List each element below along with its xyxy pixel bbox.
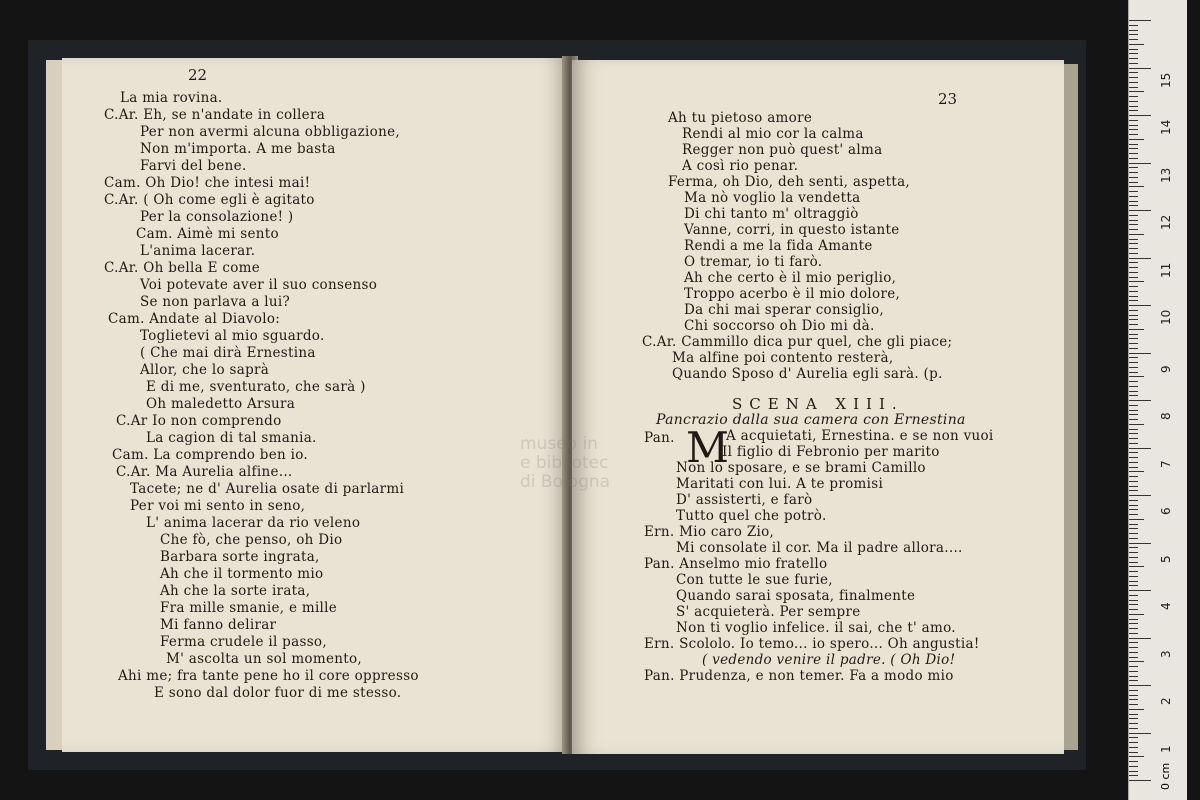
ruler-number: 9 (1159, 364, 1173, 373)
ruler-tick (1129, 495, 1151, 496)
ruler-tick (1129, 633, 1138, 634)
text-line: La mia rovina. (120, 90, 223, 106)
ruler-tick (1129, 761, 1138, 762)
ruler-tick (1129, 172, 1138, 173)
ruler-number: 13 (1159, 167, 1173, 183)
ruler-tick (1129, 547, 1138, 548)
ruler-tick (1129, 661, 1144, 662)
text-line: Ma nò voglio la vendetta (684, 190, 861, 206)
ruler-tick (1129, 429, 1138, 430)
ruler-tick (1129, 286, 1138, 287)
ruler-tick (1129, 623, 1138, 624)
ruler-tick (1129, 709, 1144, 710)
ruler-tick (1129, 44, 1144, 45)
ruler-tick (1129, 53, 1138, 54)
text-line: Ah che la sorte irata, (160, 583, 311, 599)
ruler-tick (1129, 281, 1144, 282)
ruler-tick (1129, 438, 1138, 439)
ruler-tick (1129, 296, 1138, 297)
text-line: A acquietati, Ernestina. e se non vuoi (726, 428, 994, 444)
text-line: Con tutte le sue furie, (676, 572, 833, 588)
ruler-tick (1129, 248, 1138, 249)
ruler-tick (1129, 224, 1138, 225)
ruler-tick (1129, 210, 1151, 211)
ruler-tick (1129, 509, 1138, 510)
ruler-tick (1129, 600, 1138, 601)
text-line: Fra mille smanie, e mille (160, 600, 338, 616)
ruler-tick (1129, 538, 1138, 539)
ruler-tick (1129, 747, 1138, 748)
ruler-tick (1129, 457, 1138, 458)
text-line: Cam. Andate al Diavolo: (108, 311, 281, 327)
ruler-tick (1129, 771, 1138, 772)
ruler-tick (1129, 699, 1138, 700)
ruler-tick (1129, 77, 1138, 78)
ruler-tick (1129, 272, 1138, 273)
text-line: Barbara sorte ingrata, (160, 549, 320, 565)
ruler-tick (1129, 343, 1138, 344)
ruler-tick (1129, 742, 1138, 743)
text-line: Rendi al mio cor la calma (682, 126, 864, 142)
watermark-line: di Bologna (520, 472, 611, 492)
text-line: Ern. Scololo. Io temo... io spero... Oh angustia! (644, 636, 980, 652)
left-page (62, 58, 568, 752)
ruler-tick (1129, 310, 1138, 311)
ruler-tick (1129, 110, 1138, 111)
ruler-tick (1129, 766, 1138, 767)
text-line: L' anima lacerar da rio veleno (146, 515, 361, 531)
text-line: Se non parlava a lui? (140, 294, 291, 310)
ruler-tick (1129, 386, 1138, 387)
ruler-tick (1129, 96, 1138, 97)
ruler-number: 2 (1159, 697, 1173, 705)
scene-heading: SCENA XIII. (732, 395, 904, 413)
ruler-tick (1129, 243, 1138, 244)
text-line: Non ti voglio infelice. il sai, che t' amo. (676, 620, 956, 636)
ruler-tick (1129, 775, 1138, 776)
ruler-tick (1129, 467, 1138, 468)
ruler-tick (1129, 604, 1138, 605)
ruler-number: 15 (1159, 72, 1173, 88)
ruler-tick (1129, 262, 1138, 263)
ruler-tick (1129, 357, 1138, 358)
text-line: Cam. La comprendo ben io. (112, 447, 309, 463)
ruler-tick (1129, 424, 1144, 425)
ruler-tick (1129, 362, 1138, 363)
ruler-tick (1129, 647, 1138, 648)
text-line: Maritati con lui. A te promisi (676, 476, 884, 492)
ruler-tick (1129, 609, 1138, 610)
ruler-tick (1129, 514, 1138, 515)
ruler-tick (1129, 628, 1138, 629)
text-line: ( vedendo venire il padre. ( Oh Dio! (702, 652, 956, 668)
ruler-tick (1129, 723, 1138, 724)
ruler-tick (1129, 400, 1151, 401)
text-line: D' assisterti, e farò (676, 492, 813, 508)
text-line: C.Ar. Ma Aurelia alfine... (116, 464, 293, 480)
ruler-tick (1129, 590, 1151, 591)
ruler-number: 11 (1159, 262, 1173, 278)
text-line: Per voi mi sento in seno, (130, 498, 306, 514)
text-line: Da chi mai sperar consiglio, (684, 302, 885, 318)
ruler-tick (1129, 443, 1138, 444)
ruler-tick (1129, 410, 1138, 411)
ruler-tick (1129, 191, 1138, 192)
ruler-tick (1129, 106, 1138, 107)
watermark (520, 435, 610, 492)
text-line: Farvi del bene. (140, 158, 247, 174)
ruler-tick (1129, 34, 1138, 35)
ruler-number: 3 (1159, 649, 1173, 658)
ruler-tick (1129, 125, 1138, 126)
ruler-tick (1129, 205, 1138, 206)
ruler-tick (1129, 543, 1151, 544)
text-line: Ern. Mio caro Zio, (644, 524, 775, 540)
ruler-tick (1129, 666, 1138, 667)
ruler-number: 7 (1159, 459, 1173, 468)
ruler-tick (1129, 115, 1151, 116)
text-line: Mi fanno delirar (160, 617, 277, 633)
ruler-tick (1129, 201, 1138, 202)
ruler-tick (1129, 49, 1138, 50)
drop-cap: M (686, 423, 730, 472)
ruler-tick (1129, 571, 1138, 572)
ruler-tick (1129, 234, 1144, 235)
ruler-tick (1129, 533, 1138, 534)
text-line: S' acquieterà. Per sempre (676, 604, 861, 620)
text-line: Cam. Aimè mi sento (136, 226, 279, 242)
ruler-tick (1129, 657, 1138, 658)
ruler-tick (1129, 334, 1138, 335)
ruler-tick (1129, 391, 1138, 392)
text-line: E di me, sventurato, che sarà ) (146, 379, 366, 395)
text-line: Toglietevi al mio sguardo. (140, 328, 325, 344)
ruler-tick (1129, 120, 1138, 121)
ruler-tick (1129, 614, 1144, 615)
text-line: La cagion di tal smania. (146, 430, 317, 446)
text-line: Allor, che lo saprà (140, 362, 270, 378)
ruler-tick (1129, 557, 1138, 558)
ruler-tick (1129, 680, 1138, 681)
ruler-tick (1129, 258, 1151, 259)
ruler-number: 5 (1159, 554, 1173, 563)
scene-direction: Pancrazio dalla sua camera con Ernestina (656, 412, 966, 428)
text-line: Cam. Oh Dio! che intesi mai! (104, 175, 311, 191)
text-line: C.Ar. ( Oh come egli è agitato (104, 192, 315, 208)
ruler-tick (1129, 329, 1144, 330)
text-line: Di chi tanto m' oltraggiò (684, 206, 859, 222)
measuring-ruler (1128, 0, 1187, 800)
ruler-tick (1129, 353, 1151, 354)
text-line: C.Ar. Oh bella E come (104, 260, 261, 276)
ruler-tick (1129, 519, 1144, 520)
ruler-tick (1129, 462, 1138, 463)
ruler-tick (1129, 30, 1138, 31)
ruler-tick (1129, 752, 1138, 753)
page-number: 22 (188, 66, 208, 84)
text-line: Mi consolate il cor. Ma il padre allora.... (676, 540, 963, 556)
ruler-number: 6 (1159, 507, 1173, 515)
text-line: M' ascolta un sol momento, (166, 651, 362, 667)
ruler-tick (1129, 756, 1144, 757)
ruler-tick (1129, 338, 1138, 339)
ruler-tick (1129, 367, 1138, 368)
ruler-tick (1129, 566, 1144, 567)
ruler-tick (1129, 91, 1144, 92)
ruler-tick (1129, 414, 1138, 415)
ruler-tick (1129, 163, 1151, 164)
text-line: C.Ar Io non comprendo (116, 413, 282, 429)
text-line: Pan. Prudenza, e non temer. Fa a modo mio (644, 668, 954, 684)
ruler-tick (1129, 486, 1138, 487)
ruler-tick (1129, 153, 1138, 154)
ruler-tick (1129, 505, 1138, 506)
ruler-tick (1129, 642, 1138, 643)
ruler-tick (1129, 381, 1138, 382)
ruler-tick (1129, 490, 1138, 491)
ruler-tick (1129, 182, 1138, 183)
ruler-tick (1129, 376, 1144, 377)
ruler-tick (1129, 562, 1138, 563)
text-line: ( Che mai dirà Ernestina (140, 345, 316, 361)
ruler-tick (1129, 728, 1138, 729)
ruler-tick (1129, 524, 1138, 525)
ruler-tick (1129, 581, 1138, 582)
ruler-tick (1129, 134, 1138, 135)
text-line: Ahi me; fra tante pene ho il core oppresso (118, 668, 419, 684)
text-line: Ah che certo è il mio periglio, (684, 270, 897, 286)
ruler-tick (1129, 780, 1151, 781)
text-line: Tacete; ne d' Aurelia osate di parlarmi (130, 481, 405, 497)
text-line: Oh maledetto Arsura (146, 396, 296, 412)
ruler-tick (1129, 733, 1151, 734)
text-line: Troppo acerbo è il mio dolore, (684, 286, 901, 302)
ruler-tick (1129, 552, 1138, 553)
ruler-tick (1129, 676, 1138, 677)
ruler-tick (1129, 129, 1138, 130)
ruler-number: 12 (1159, 214, 1173, 230)
ruler-tick (1129, 267, 1138, 268)
watermark-line: museo in (520, 434, 598, 454)
ruler-number: 10 (1159, 309, 1173, 325)
ruler-tick (1129, 704, 1138, 705)
ruler-tick (1129, 215, 1138, 216)
ruler-tick (1129, 39, 1138, 40)
ruler-tick (1129, 148, 1138, 149)
ruler-tick (1129, 695, 1138, 696)
text-line: Ma alfine poi contento resterà, (672, 350, 894, 366)
ruler-tick (1129, 638, 1151, 639)
text-line: Pan. Anselmo mio fratello (644, 556, 828, 572)
ruler-tick (1129, 300, 1138, 301)
ruler-tick (1129, 177, 1138, 178)
text-line: Ferma crudele il passo, (160, 634, 327, 650)
ruler-number: 14 (1159, 119, 1173, 135)
page-number: 23 (938, 90, 958, 108)
ruler-tick (1129, 452, 1138, 453)
ruler-tick (1129, 82, 1138, 83)
text-line: C.Ar. Cammillo dica pur quel, che gli piace; (642, 334, 953, 350)
ruler-tick (1129, 58, 1138, 59)
ruler-tick (1129, 500, 1138, 501)
ruler-tick (1129, 481, 1138, 482)
ruler-tick (1129, 671, 1138, 672)
ruler-tick (1129, 229, 1138, 230)
ruler-tick (1129, 139, 1144, 140)
ruler-tick (1129, 528, 1138, 529)
ruler-tick (1129, 158, 1138, 159)
ruler-tick (1129, 690, 1138, 691)
text-line: Non lo sposare, e se brami Camillo (676, 460, 926, 476)
ruler-tick (1129, 101, 1138, 102)
text-line: Per la consolazione! ) (140, 209, 294, 225)
ruler-tick (1129, 167, 1138, 168)
ruler-number: 8 (1159, 412, 1173, 420)
ruler-tick (1129, 239, 1138, 240)
ruler-unit-label: 0 cm (1159, 762, 1172, 790)
ruler-tick (1129, 319, 1138, 320)
ruler-tick (1129, 652, 1138, 653)
text-line: Chi soccorso oh Dio mi dà. (684, 318, 875, 334)
text-line: E sono dal dolor fuor di me stesso. (154, 685, 402, 701)
ruler-tick (1129, 714, 1138, 715)
ruler-tick (1129, 25, 1138, 26)
watermark-line: e bibliotec (520, 453, 609, 473)
ruler-tick (1129, 372, 1138, 373)
ruler-tick (1129, 419, 1138, 420)
ruler-tick (1129, 68, 1151, 69)
ruler-tick (1129, 220, 1138, 221)
text-line: C.Ar. Eh, se n'andate in collera (104, 107, 326, 123)
text-line: Regger non può quest' alma (682, 142, 883, 158)
ruler-tick (1129, 448, 1151, 449)
ruler-tick (1129, 718, 1138, 719)
right-page (572, 60, 1064, 754)
ruler-tick (1129, 277, 1138, 278)
text-line: O tremar, io ti farò. (684, 254, 823, 270)
ruler-tick (1129, 395, 1138, 396)
ruler-tick (1129, 253, 1138, 254)
text-line: Che fò, che penso, oh Dio (160, 532, 343, 548)
text-line: Ah che il tormento mio (160, 566, 324, 582)
text-line: Per non avermi alcuna obbligazione, (140, 124, 400, 140)
text-line: Tutto quel che potrò. (676, 508, 827, 524)
ruler-tick (1129, 471, 1144, 472)
text-line: Pan. (644, 430, 675, 446)
text-line: Il figlio di Febronio per marito (722, 444, 940, 460)
ruler-tick (1129, 619, 1138, 620)
ruler-tick (1129, 405, 1138, 406)
text-line: Quando sarai sposata, finalmente (676, 588, 916, 604)
text-line: A così rio penar. (682, 158, 799, 174)
ruler-tick (1129, 595, 1138, 596)
ruler-tick (1129, 685, 1151, 686)
text-line: Vanne, corri, in questo istante (684, 222, 900, 238)
ruler-number: 4 (1159, 602, 1173, 610)
text-line: L'anima lacerar. (140, 243, 256, 259)
ruler-tick (1129, 87, 1138, 88)
ruler-tick (1129, 476, 1138, 477)
ruler-tick (1129, 585, 1138, 586)
text-line: Rendi a me la fida Amante (684, 238, 873, 254)
ruler-tick (1129, 186, 1144, 187)
ruler-tick (1129, 305, 1151, 306)
ruler-tick (1129, 291, 1138, 292)
ruler-tick (1129, 576, 1138, 577)
ruler-number: 1 (1159, 744, 1173, 753)
ruler-tick (1129, 20, 1151, 21)
text-line: Non m'importa. A me basta (140, 141, 336, 157)
ruler-tick (1129, 324, 1138, 325)
text-line: Ferma, oh Dio, deh senti, aspetta, (668, 174, 911, 190)
ruler-tick (1129, 63, 1138, 64)
text-line: Quando Sposo d' Aurelia egli sarà. (p. (672, 366, 943, 382)
ruler-tick (1129, 433, 1138, 434)
text-line: Ah tu pietoso amore (668, 110, 813, 126)
ruler-tick (1129, 144, 1138, 145)
ruler-tick (1129, 315, 1138, 316)
ruler-tick (1129, 72, 1138, 73)
ruler-tick (1129, 737, 1138, 738)
text-line: Voi potevate aver il suo consenso (140, 277, 378, 293)
ruler-tick (1129, 348, 1138, 349)
ruler-tick (1129, 196, 1138, 197)
